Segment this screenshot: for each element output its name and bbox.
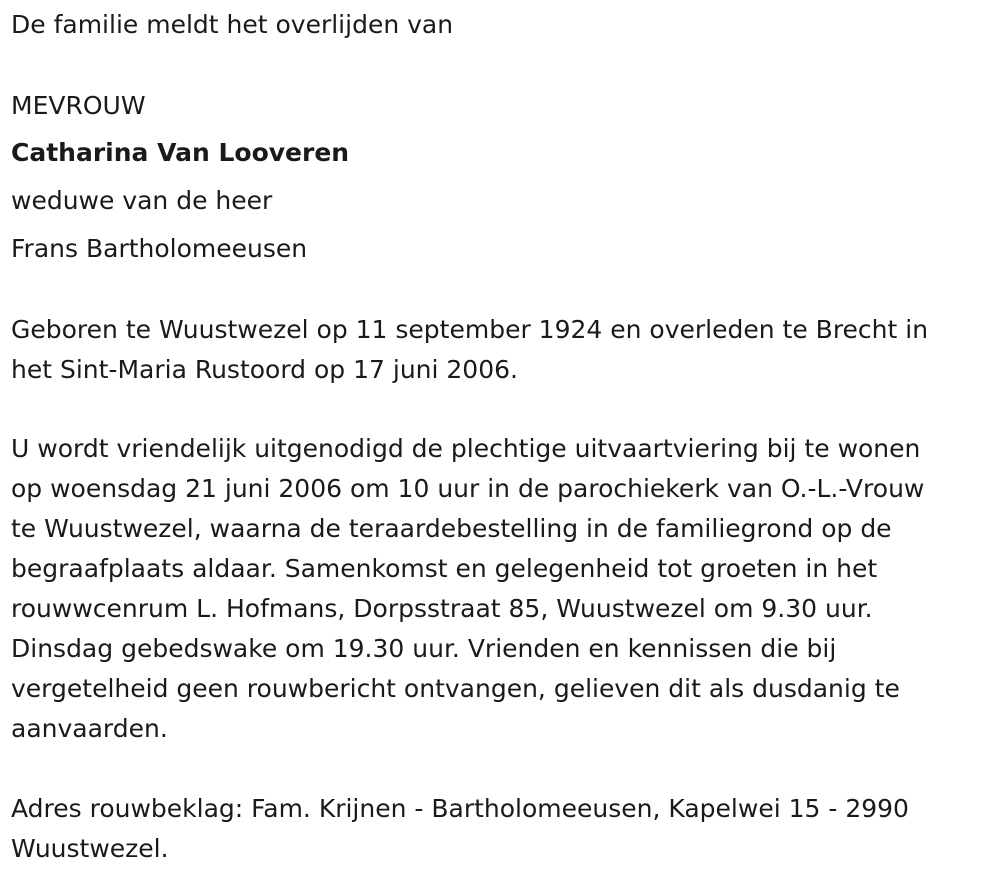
paragraph-line: Wuustwezel. xyxy=(11,834,169,863)
address-paragraph xyxy=(11,789,991,869)
paragraph-line: aanvaarden. xyxy=(11,714,168,743)
paragraph-line: Adres rouwbeklag: Fam. Krijnen - Bartholomeeusen, Kapelwei 15 - 2990 xyxy=(11,794,909,823)
paragraph-line: vergetelheid geen rouwbericht ontvangen, gelieven dit als dusdanig te xyxy=(11,674,900,703)
spouse-name: Frans Bartholomeeusen xyxy=(11,234,308,263)
paragraph-line: op woensdag 21 juni 2006 om 10 uur in de parochiekerk van O.-L.-Vrouw xyxy=(11,474,925,503)
paragraph-line: begraafplaats aldaar. Samenkomst en gelegenheid tot groeten in het xyxy=(11,554,878,583)
paragraph-line: Geboren te Wuustwezel op 11 september 1924 en overleden te Brecht in xyxy=(11,315,929,344)
deceased-name: Catharina Van Looveren xyxy=(11,138,350,167)
paragraph-line: Dinsdag gebedswake om 19.30 uur. Vrienden en kennissen die bij xyxy=(11,634,837,663)
paragraph-line: rouwwcenrum L. Hofmans, Dorpsstraat 85, Wuustwezel om 9.30 uur. xyxy=(11,594,873,623)
paragraph-line: het Sint-Maria Rustoord op 17 juni 2006. xyxy=(11,355,518,384)
paragraph-line: U wordt vriendelijk uitgenodigd de plechtige uitvaartviering bij te wonen xyxy=(11,434,921,463)
paragraph-line: te Wuustwezel, waarna de teraardebestelling in de familiegrond op de xyxy=(11,514,892,543)
birth-death-paragraph xyxy=(11,310,991,390)
title-text: MEVROUW xyxy=(11,91,146,120)
invitation-paragraph xyxy=(11,429,991,749)
widow-text: weduwe van de heer xyxy=(11,186,273,215)
intro-text: De familie meldt het overlijden van xyxy=(11,10,454,39)
